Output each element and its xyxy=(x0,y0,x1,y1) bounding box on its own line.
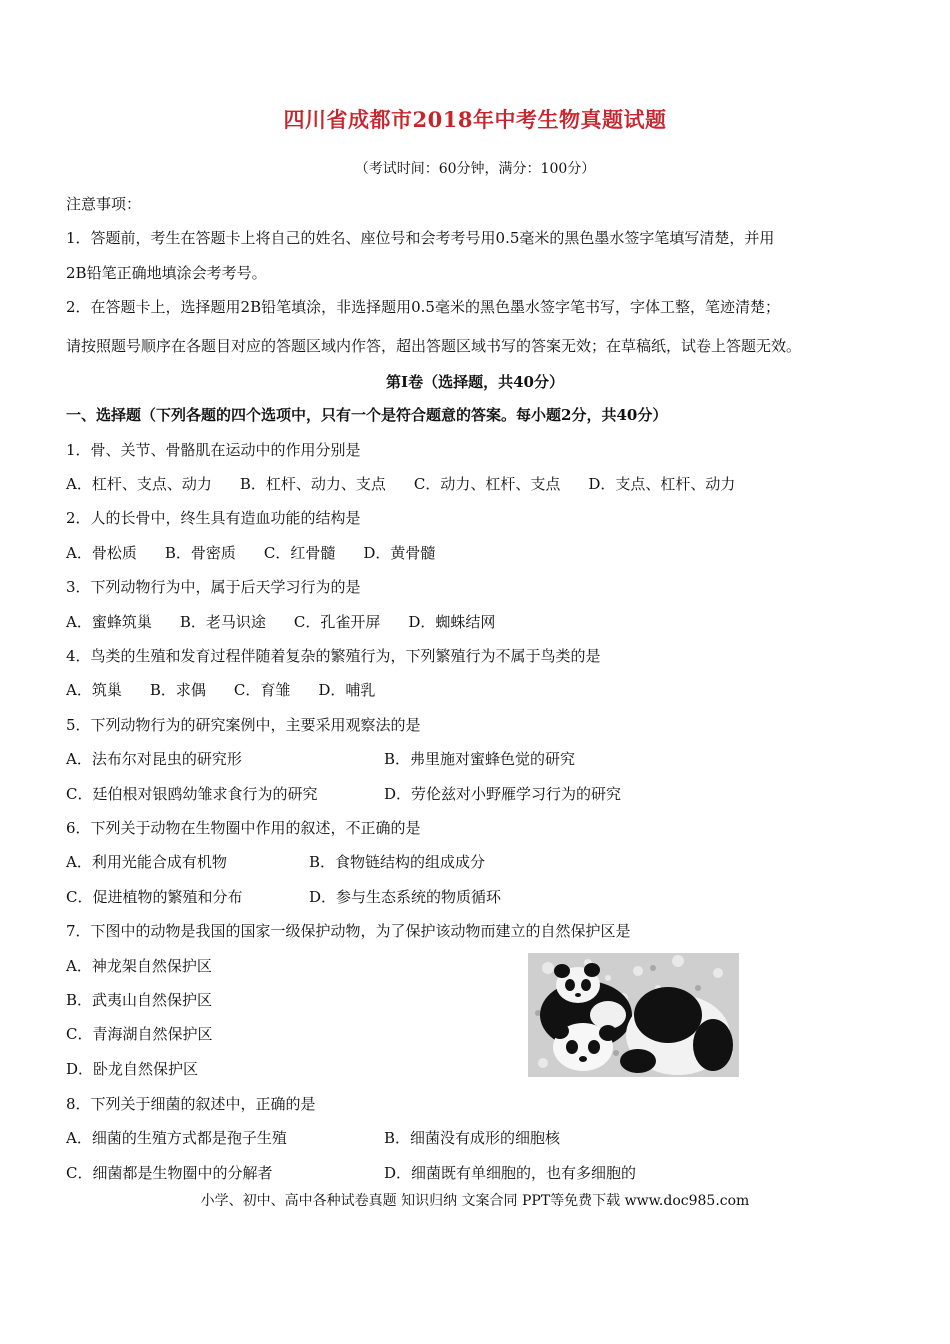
question-8-option-c: C．细菌都是生物圈中的分解者 xyxy=(66,1164,273,1182)
question-6-option-d: D．参与生态系统的物质循环 xyxy=(309,888,502,906)
question-7-option-b: B．武夷山自然保护区 xyxy=(66,991,213,1009)
question-5-options-row-1 xyxy=(66,749,886,769)
part-one-heading: 一、选择题（下列各题的四个选项中，只有一个是符合题意的答案。每小题2分，共40分） xyxy=(66,406,668,424)
question-6-options-row-1 xyxy=(66,852,886,872)
question-3-option-b: B．老马识途 xyxy=(179,613,266,631)
question-3-options xyxy=(66,612,523,632)
question-7-option-a: A．神龙架自然保护区 xyxy=(66,957,212,975)
notice-line-4: 请按照题号顺序在各题目对应的答题区域内作答，超出答题区域书写的答案无效；在草稿纸，试卷上答题无效。 xyxy=(66,337,802,355)
question-8-option-a: A．细菌的生殖方式都是孢子生殖 xyxy=(66,1129,287,1147)
question-4-option-a: A．筑巢 xyxy=(66,681,122,699)
question-8-option-b: B．细菌没有成形的细胞核 xyxy=(384,1129,561,1147)
question-4-option-c: C．育雏 xyxy=(233,681,291,699)
notice-line-2: 2B铅笔正确地填涂会考考号。 xyxy=(66,264,267,282)
question-6-option-b: B．食物链结构的组成成分 xyxy=(309,853,486,871)
question-3-stem: 3．下列动物行为中，属于后天学习行为的是 xyxy=(66,578,361,596)
question-2-option-c: C．红骨髓 xyxy=(263,544,336,562)
question-2-options xyxy=(66,543,463,563)
question-5-options-row-2 xyxy=(66,784,886,804)
question-3-option-a: A．蜜蜂筑巢 xyxy=(66,613,152,631)
question-4-option-d: D．哺乳 xyxy=(318,681,376,699)
question-3-option-d: D．蜘蛛结网 xyxy=(408,613,496,631)
question-1-option-a: A．杠杆、支点、动力 xyxy=(66,475,212,493)
question-5-option-d: D．劳伦兹对小野雁学习行为的研究 xyxy=(384,785,622,803)
question-6-option-a: A．利用光能合成有机物 xyxy=(66,853,227,871)
question-6-option-c: C．促进植物的繁殖和分布 xyxy=(66,888,243,906)
question-2-stem: 2．人的长骨中，终生具有造血功能的结构是 xyxy=(66,509,361,527)
question-3-option-c: C．孔雀开屏 xyxy=(293,613,381,631)
question-7-option-c: C．青海湖自然保护区 xyxy=(66,1025,213,1043)
question-2-option-a: A．骨松质 xyxy=(66,544,137,562)
question-5-option-c: C．廷伯根对银鸥幼雏求食行为的研究 xyxy=(66,785,318,803)
exam-duration: （考试时间：60分钟，满分：100分） xyxy=(354,161,596,177)
question-1-option-d: D．支点、杠杆、动力 xyxy=(588,475,736,493)
question-5-option-b: B．弗里施对蜜蜂色觉的研究 xyxy=(384,750,576,768)
question-7-stem: 7．下图中的动物是我国的国家一级保护动物，为了保护该动物而建立的自然保护区是 xyxy=(66,922,631,940)
page-title: 四川省成都市2018年中考生物真题试题 xyxy=(283,107,667,132)
question-5-option-a: A．法布尔对昆虫的研究形 xyxy=(66,750,242,768)
question-7-option-d: D．卧龙自然保护区 xyxy=(66,1060,199,1078)
question-4-stem: 4．鸟类的生殖和发育过程伴随着复杂的繁殖行为，下列繁殖行为不属于鸟类的是 xyxy=(66,647,601,665)
question-8-options-row-2 xyxy=(66,1163,886,1183)
question-2-option-b: B．骨密质 xyxy=(164,544,236,562)
notice-line-3: 2．在答题卡上，选择题用2B铅笔填涂，非选择题用0.5毫米的黑色墨水签字笔书写，字体工整，笔迹清楚； xyxy=(66,298,780,316)
panda-illustration xyxy=(528,953,739,1077)
question-1-option-b: B．杠杆、动力、支点 xyxy=(239,475,386,493)
question-8-options-row-1 xyxy=(66,1128,886,1148)
question-1-option-c: C．动力、杠杆、支点 xyxy=(413,475,561,493)
question-2-option-d: D．黄骨髓 xyxy=(363,544,436,562)
notice-line-1: 1．答题前，考生在答题卡上将自己的姓名、座位号和会考考号用0.5毫米的黑色墨水签字笔填写清楚，并用 xyxy=(66,229,775,247)
giant-panda-photo xyxy=(528,953,739,1077)
question-8-stem: 8．下列关于细菌的叙述中，正确的是 xyxy=(66,1095,316,1113)
question-4-options xyxy=(66,680,403,700)
question-1-stem: 1．骨、关节、骨骼肌在运动中的作用分别是 xyxy=(66,441,361,459)
page-footer: 小学、初中、高中各种试卷真题 知识归纳 文案合同 PPT等免费下载 www.doc985.com xyxy=(200,1193,750,1209)
question-1-options xyxy=(66,474,763,494)
notice-heading: 注意事项： xyxy=(66,195,142,213)
question-8-option-d: D．细菌既有单细胞的，也有多细胞的 xyxy=(384,1164,637,1182)
question-6-options-row-2 xyxy=(66,887,886,907)
question-5-stem: 5．下列动物行为的研究案例中，主要采用观察法的是 xyxy=(66,716,421,734)
question-6-stem: 6．下列关于动物在生物圈中作用的叙述，不正确的是 xyxy=(66,819,421,837)
question-4-option-b: B．求偶 xyxy=(149,681,206,699)
section-title: 第Ⅰ卷（选择题，共40分） xyxy=(386,373,564,391)
